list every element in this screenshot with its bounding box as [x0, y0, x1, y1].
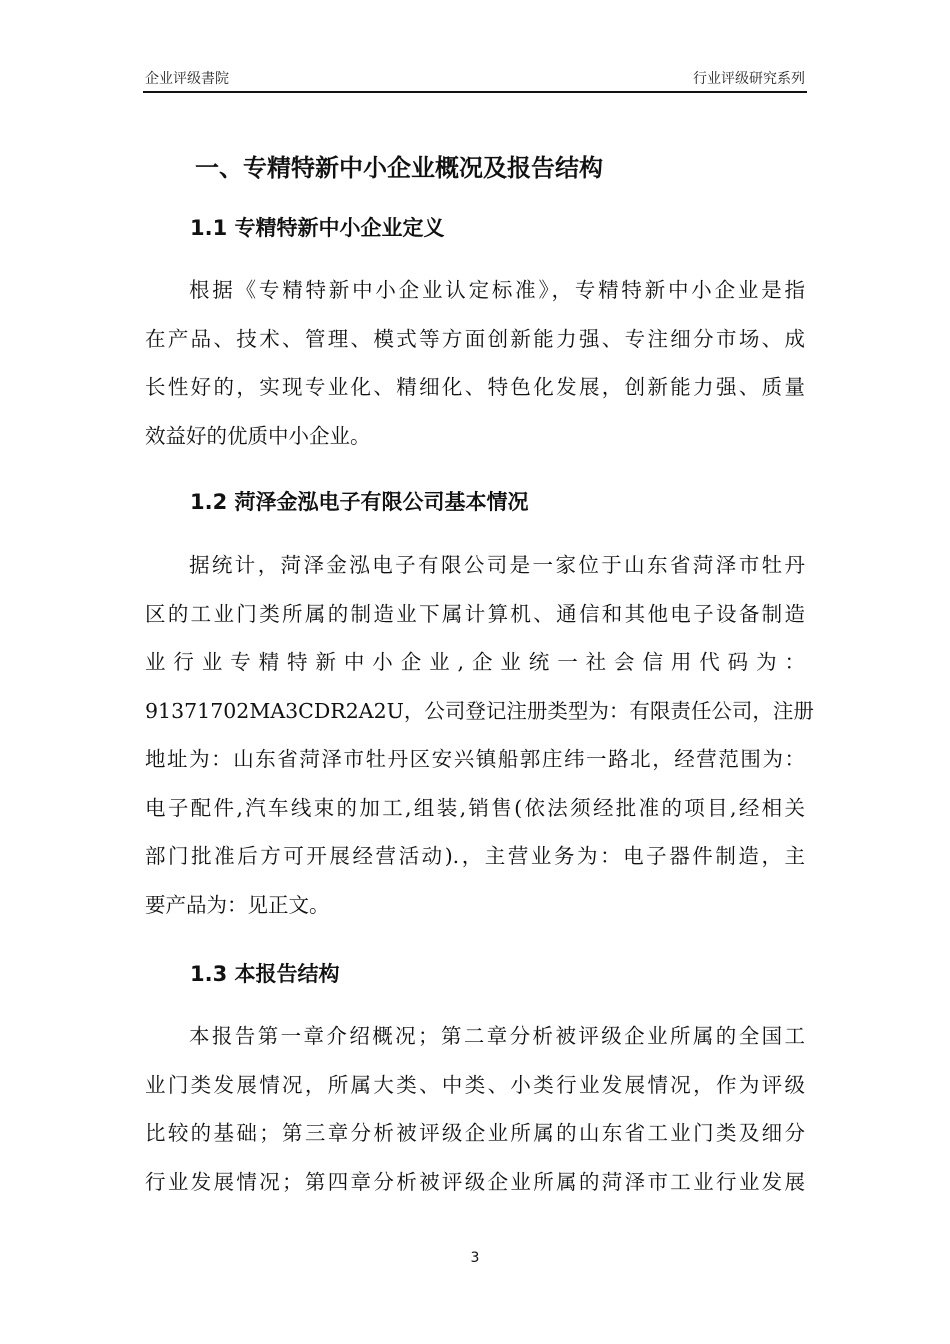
- text-line: 行业发展情况；第四章分析被评级企业所属的菏泽市工业行业发展: [145, 1169, 805, 1194]
- text-line: 效益好的优质中小企业。: [145, 423, 371, 448]
- text-line: 本报告第一章介绍概况；第二章分析被评级企业所属的全国工: [189, 1024, 805, 1048]
- text-line: 要产品为：见正文。: [145, 892, 330, 917]
- text-line: 根据《专精特新中小企业认定标准》，专精特新中小企业是指: [189, 278, 805, 302]
- text-line: 业门类发展情况，所属大类、中类、小类行业发展情况，作为评级: [145, 1072, 805, 1097]
- section-title-1-2: 1.2 菏泽金泓电子有限公司基本情况: [190, 490, 529, 514]
- header-right: 行业评级研究系列: [693, 71, 805, 87]
- chapter-title: 一、专精特新中小企业概况及报告结构: [195, 154, 603, 182]
- text-line: 91371702MA3CDR2A2U，公司登记注册类型为：有限责任公司，注册: [145, 698, 814, 723]
- section-paragraph-1-3: [145, 1021, 805, 1215]
- text-line: 区的工业门类所属的制造业下属计算机、通信和其他电子设备制造: [145, 601, 805, 626]
- section-title-1-3: 1.3 本报告结构: [190, 962, 340, 986]
- page-number: 3: [470, 1250, 480, 1266]
- text-line: 电子配件,汽车线束的加工,组装,销售(依法须经批准的项目,经相关: [145, 795, 805, 820]
- text-line: 据统计，菏泽金泓电子有限公司是一家位于山东省菏泽市牡丹: [189, 553, 805, 577]
- section-title-1-1: 1.1 专精特新中小企业定义: [190, 216, 445, 240]
- text-line: 比较的基础；第三章分析被评级企业所属的山东省工业门类及细分: [145, 1121, 805, 1145]
- text-line: 长性好的，实现专业化、精细化、特色化发展，创新能力强、质量: [145, 375, 805, 399]
- header-left: 企业评级書院: [145, 71, 229, 87]
- text-line: 部门批准后方可开展经营活动).，主营业务为：电子器件制造，主: [145, 844, 805, 868]
- text-line: 地址为：山东省菏泽市牡丹区安兴镇船郭庄纬一路北，经营范围为：: [145, 747, 805, 771]
- section-paragraph-1-2: [145, 550, 814, 938]
- header-rule: [143, 91, 807, 93]
- text-line: 业行业专精特新中小企业,企业统一社会信用代码为：: [145, 650, 805, 674]
- section-paragraph-1-1: [145, 275, 805, 469]
- text-line: 在产品、技术、管理、模式等方面创新能力强、专注细分市场、成: [145, 326, 805, 351]
